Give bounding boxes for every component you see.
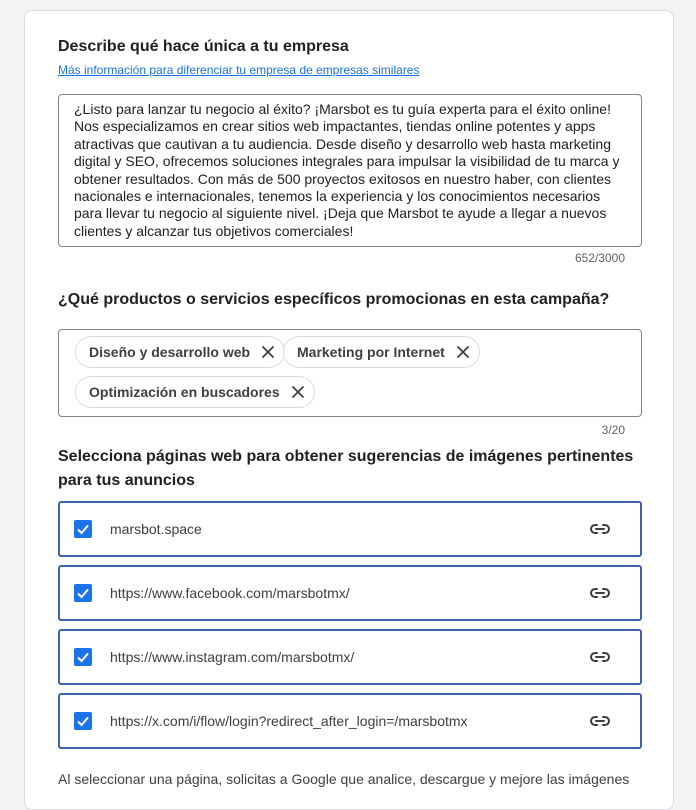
page-checkbox[interactable]: [74, 520, 92, 538]
close-icon[interactable]: [455, 344, 471, 360]
business-description-textarea[interactable]: ¿Listo para lanzar tu negocio al éxito? ¡Marsbot es tu guía experta para el éxito online! Nos especializamos en crear sitios web impactantes, tiendas online potentes y apps atractivas que cautivan a tu audiencia. Desde diseño y desarrollo web hasta marketing digital y SEO, ofrecemos soluciones integrales para impulsar la visibilidad de tu marca y obtener resultados. Con más de 500 proyectos exitosos en nuestro haber, con clientes nacionales e internacionales, tenemos la experiencia y los conocimientos necesarios para llevar tu negocio al siguiente nivel. ¡Deja que Marsbot te ayude a llegar a nuevos clientes y alcanzar tus objetivos comerciales!: [58, 94, 642, 247]
products-chip-input[interactable]: [58, 329, 642, 417]
page-row[interactable]: [58, 565, 642, 621]
product-chip: [75, 336, 285, 368]
product-chip-label: Optimización en buscadores: [89, 384, 280, 400]
campaign-settings-card: [24, 10, 674, 810]
page-url: https://www.facebook.com/marsbotmx/: [110, 585, 350, 601]
product-chip-label: Marketing por Internet: [297, 344, 445, 360]
page-row[interactable]: [58, 501, 642, 557]
learn-more-link[interactable]: Más información para diferenciar tu empresa de empresas similares: [58, 63, 420, 77]
check-icon: [76, 522, 90, 536]
check-icon: [76, 586, 90, 600]
description-char-counter: 652/3000: [574, 251, 625, 265]
product-chip: [283, 336, 480, 368]
page-row[interactable]: [58, 693, 642, 749]
page-checkbox[interactable]: [74, 584, 92, 602]
product-chip: [75, 376, 315, 408]
check-icon: [76, 714, 90, 728]
products-counter: 3/20: [601, 423, 625, 437]
link-icon[interactable]: [588, 709, 612, 733]
footer-disclaimer: Al seleccionar una página, solicitas a Google que analice, descargue y mejore las imágenes: [58, 771, 630, 787]
page-checkbox[interactable]: [74, 648, 92, 666]
close-icon[interactable]: [290, 384, 306, 400]
page-checkbox[interactable]: [74, 712, 92, 730]
link-icon[interactable]: [588, 581, 612, 605]
close-icon[interactable]: [260, 344, 276, 360]
unique-section-title: Describe qué hace única a tu empresa: [58, 38, 349, 55]
check-icon: [76, 650, 90, 664]
link-icon[interactable]: [588, 645, 612, 669]
page-row[interactable]: [58, 629, 642, 685]
pages-title-line2: para tus anuncios: [58, 472, 195, 489]
product-chip-label: Diseño y desarrollo web: [89, 344, 251, 360]
pages-title-line1: Selecciona páginas web para obtener sugerencias de imágenes pertinentes: [58, 448, 634, 465]
link-icon[interactable]: [588, 517, 612, 541]
page-url: https://x.com/i/flow/login?redirect_after_login=/marsbotmx: [110, 713, 468, 729]
pages-section-title: [58, 445, 633, 493]
page-url: https://www.instagram.com/marsbotmx/: [110, 649, 355, 665]
products-section-title: ¿Qué productos o servicios específicos promocionas en esta campaña?: [58, 291, 610, 308]
page-url: marsbot.space: [110, 521, 202, 537]
